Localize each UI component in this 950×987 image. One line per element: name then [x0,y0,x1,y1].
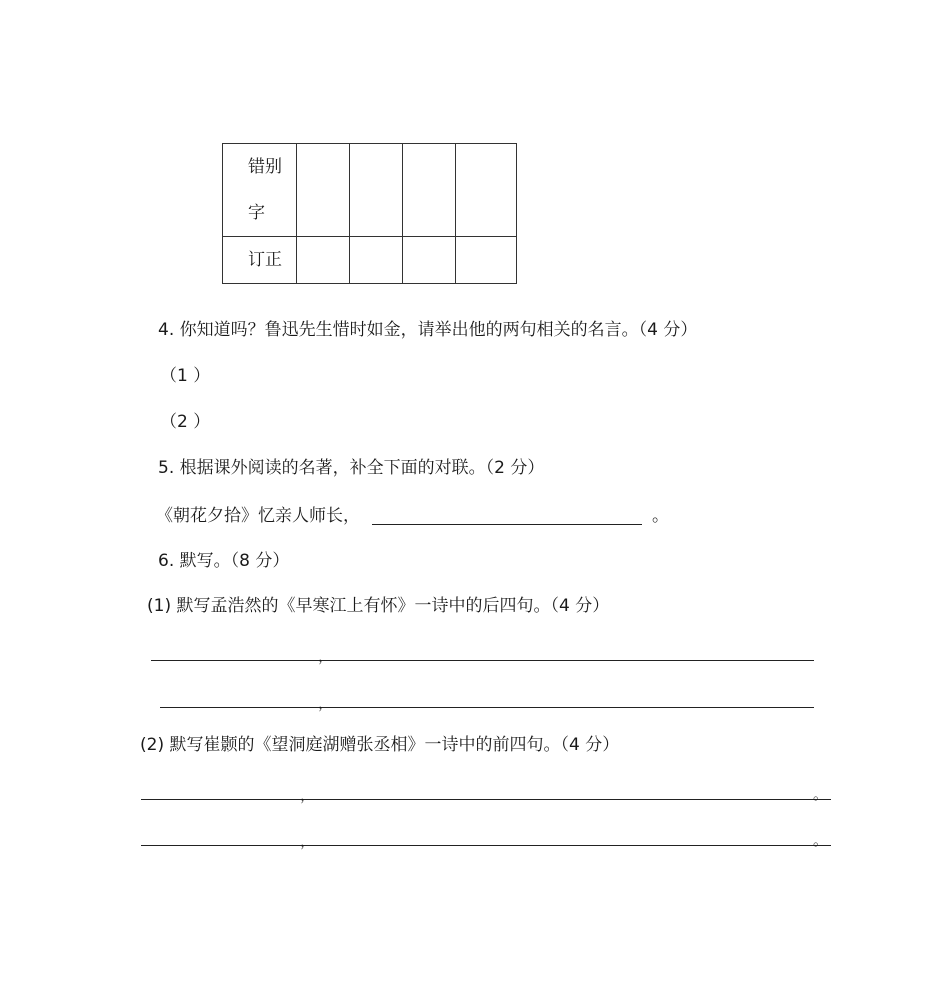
poem-2-line-2-period: 。 [813,831,829,849]
couplet-end-period: 。 [652,506,669,526]
poem-1-line-1-comma: ， [318,647,334,665]
poem-1-answer-line-2[interactable] [160,707,814,708]
question-5-text: 5. 根据课外阅读的名著，补全下面的对联。（2 分） [158,458,545,478]
question-6-text: 6. 默写。（8 分） [158,551,290,571]
question-6-sub-1: (1) 默写孟浩然的《早寒江上有怀》一诗中的后四句。（4 分） [147,596,610,616]
question-4-item-1: （1 ） [160,366,211,386]
typo-answer-cell[interactable] [456,144,517,237]
typo-label-line2: 字 [248,203,265,223]
correction-label-cell [223,237,297,284]
correction-table [222,143,517,284]
poem-2-line-1-period: 。 [813,785,829,803]
poem-2-line-2-comma: ， [300,832,316,850]
poem-1-line-2-comma: ， [318,694,334,712]
poem-2-line-1-comma: ， [300,786,316,804]
poem-2-answer-line-1[interactable] [141,799,831,800]
poem-1-answer-line-1[interactable] [151,660,814,661]
typo-answer-cell[interactable] [297,144,350,237]
typo-label-line1: 错别 [248,157,282,177]
typo-answer-cell[interactable] [403,144,456,237]
poem-2-answer-line-2[interactable] [141,845,831,846]
question-6-sub-2: (2) 默写崔颢的《望洞庭湖赠张丞相》一诗中的前四句。（4 分） [140,735,620,755]
table-row-typos [223,144,517,237]
typo-answer-cell[interactable] [350,144,403,237]
correction-answer-cell[interactable] [350,237,403,284]
correction-answer-cell[interactable] [297,237,350,284]
correction-answer-cell[interactable] [403,237,456,284]
typo-label-cell [223,144,297,237]
couplet-prefix: 《朝花夕拾》忆亲人师长， [156,506,360,526]
couplet-answer-line[interactable] [372,524,642,525]
correction-label: 订正 [248,250,282,270]
table-row-corrections [223,237,517,284]
question-4-text: 4. 你知道吗？鲁迅先生惜时如金，请举出他的两句相关的名言。（4 分） [158,320,698,340]
question-4-item-2: （2 ） [160,412,211,432]
correction-answer-cell[interactable] [456,237,517,284]
